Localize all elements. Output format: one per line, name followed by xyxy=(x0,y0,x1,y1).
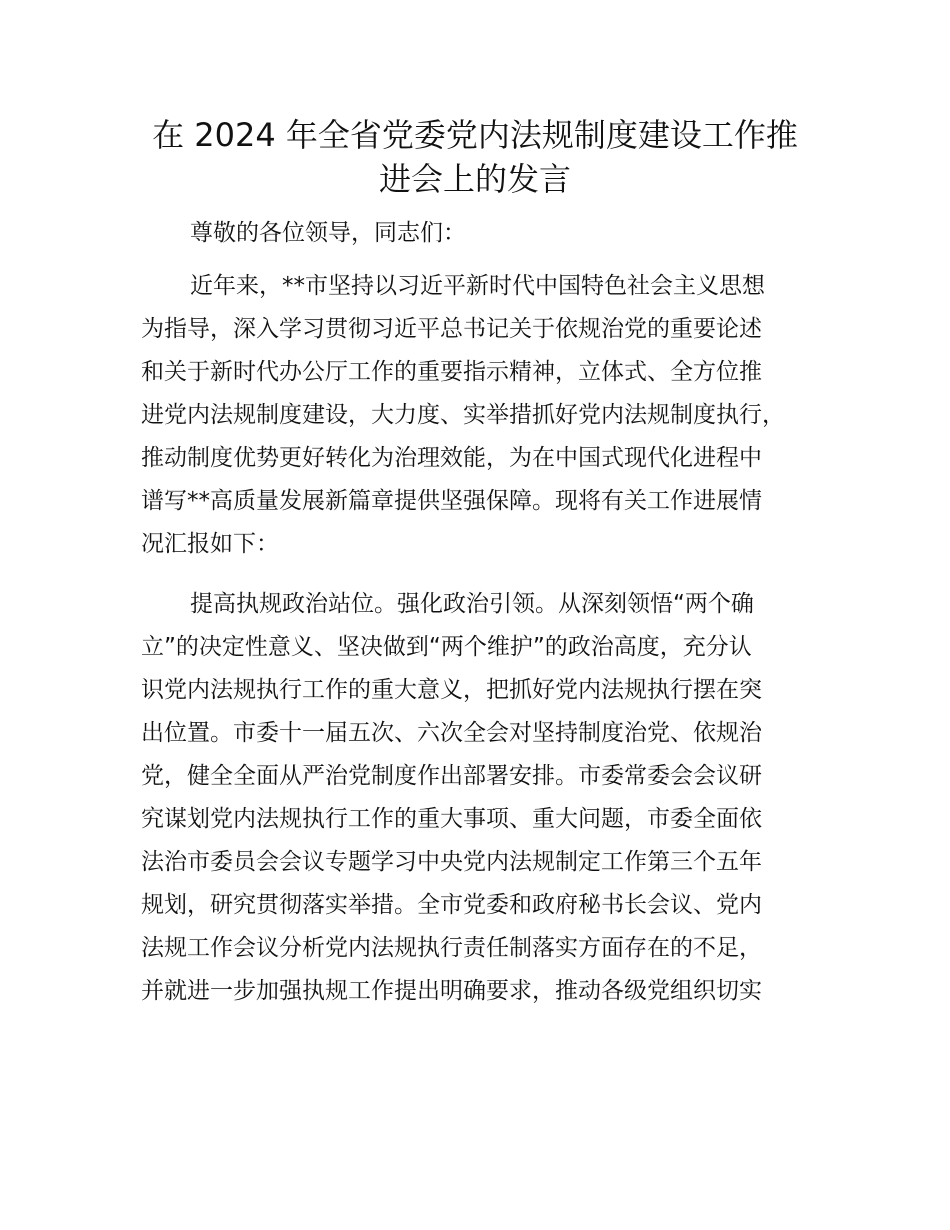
paragraph2-line-4: 出位置。市委十一届五次、六次全会对坚持制度治党、依规治 xyxy=(141,720,762,746)
title-line-1: 在 2024 年全省党委党内法规制度建设工作推 xyxy=(152,116,798,154)
paragraph1-line-1: 近年来，**市坚持以习近平新时代中国特色社会主义思想 xyxy=(190,273,765,299)
paragraph2-line-9: 法规工作会议分析党内法规执行责任制落实方面存在的不足， xyxy=(141,935,762,961)
paragraph2-line-5: 党，健全全面从严治党制度作出部署安排。市委常委会会议研 xyxy=(141,763,762,789)
paragraph2-line-6: 究谋划党内法规执行工作的重大事项、重大问题，市委全面依 xyxy=(141,806,762,832)
title-line-2: 进会上的发言 xyxy=(378,160,571,198)
paragraph2-line-7: 法治市委员会会议专题学习中央党内法规制定工作第三个五年 xyxy=(141,849,762,875)
paragraph2-line-3: 识党内法规执行工作的重大意义，把抓好党内法规执行摆在突 xyxy=(141,677,762,703)
paragraph2-line-2: 立”的决定性意义、坚决做到“两个维护”的政治高度，充分认 xyxy=(141,634,752,660)
paragraph2-line-8: 规划，研究贯彻落实举措。全市党委和政府秘书长会议、党内 xyxy=(141,892,762,918)
paragraph2-line-1: 提高执规政治站位。强化政治引领。从深刻领悟“两个确 xyxy=(190,591,754,617)
salutation: 尊敬的各位领导，同志们： xyxy=(190,220,466,246)
paragraph1-line-2: 为指导，深入学习贯彻习近平总书记关于依规治党的重要论述 xyxy=(141,316,762,342)
paragraph2-line-10: 并就进一步加强执规工作提出明确要求，推动各级党组织切实 xyxy=(141,978,762,1004)
paragraph1-line-4: 进党内法规制度建设，大力度、实举措抓好党内法规制度执行， xyxy=(141,402,785,428)
paragraph1-line-6: 谱写**高质量发展新篇章提供坚强保障。现将有关工作进展情 xyxy=(141,488,762,514)
paragraph1-line-3: 和关于新时代办公厅工作的重要指示精神，立体式、全方位推 xyxy=(141,359,762,385)
paragraph1-line-7: 况汇报如下： xyxy=(141,531,279,557)
paragraph1-line-5: 推动制度优势更好转化为治理效能，为在中国式现代化进程中 xyxy=(141,445,762,471)
